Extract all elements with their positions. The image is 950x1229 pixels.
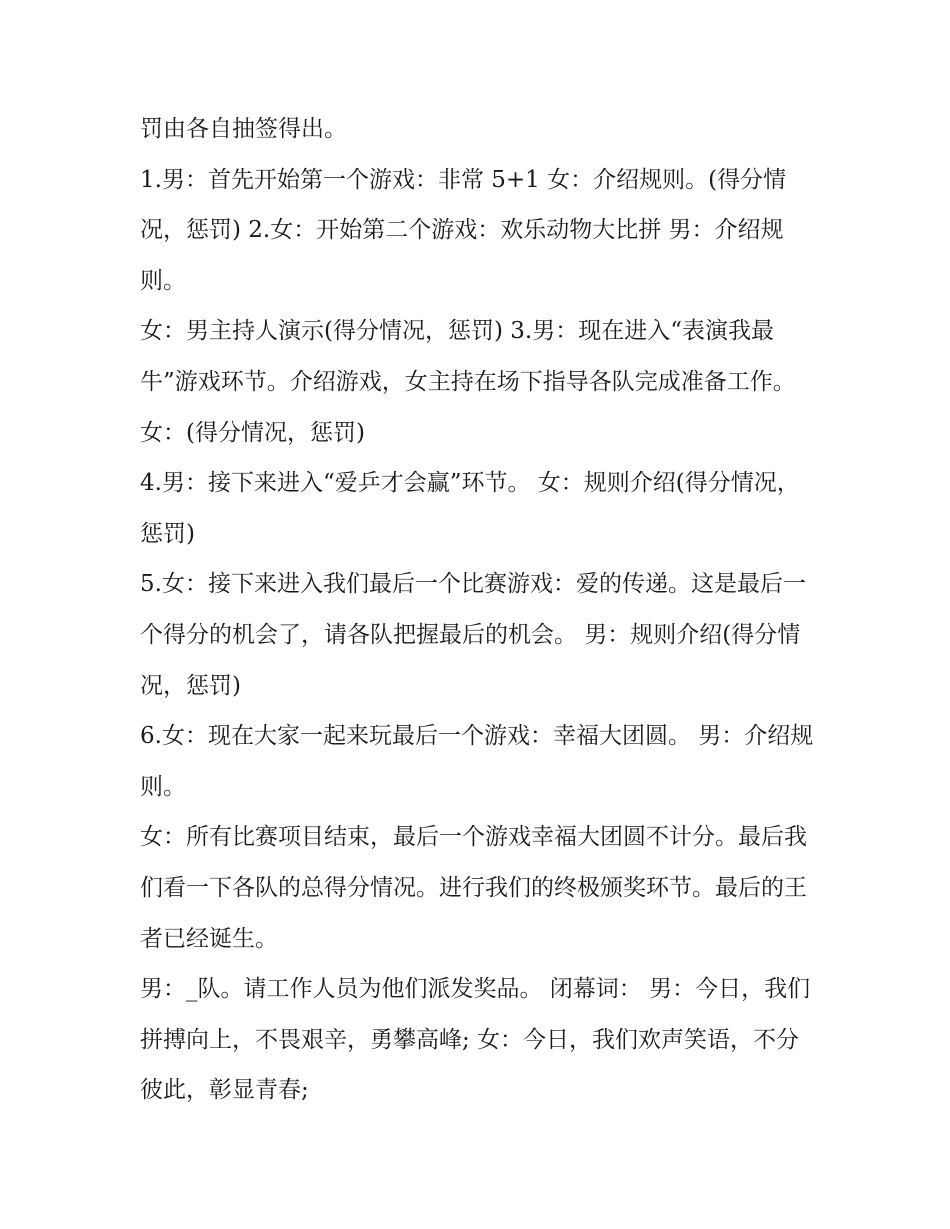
- paragraph-game-1-2: 1.男：首先开始第一个游戏：非常 5+1 女：介绍规则。(得分情况，惩罚) 2.女：开始第二个游戏：欢乐动物大比拼 男：介绍规则。: [140, 166, 787, 294]
- paragraph-closing-speech: 男：_队。请工作人员为他们派发奖品。 闭幕词： 男：今日，我们拼搏向上，不畏艰辛，勇攀高峰; 女：今日，我们欢声笑语，不分彼此，彰显青春;: [140, 976, 811, 1104]
- paragraph-game-5: 5.女：接下来进入我们最后一个比赛游戏：爱的传递。这是最后一个得分的机会了，请各队把握最后的机会。 男：规则介绍(得分情况，惩罚): [140, 571, 806, 699]
- paragraph-game-6: 6.女：现在大家一起来玩最后一个游戏：幸福大团圆。 男：介绍规则。: [140, 723, 814, 800]
- paragraph-punishment-draw: 罚由各自抽签得出。: [140, 116, 347, 142]
- paragraph-final-scores: 女：所有比赛项目结束，最后一个游戏幸福大团圆不计分。最后我们看一下各队的总得分情况。进行我们的终极颁奖环节。最后的王者已经诞生。: [140, 824, 807, 952]
- paragraph-game-3: 女：男主持人演示(得分情况，惩罚) 3.男：现在进入“表演我最牛”游戏环节。介绍游戏，女主持在场下指导各队完成准备工作。 女：(得分情况，惩罚): [140, 318, 796, 446]
- paragraph-game-4: 4.男：接下来进入“爱乒才会赢”环节。 女：规则介绍(得分情况，惩罚): [140, 470, 800, 547]
- document-body: [140, 104, 820, 1116]
